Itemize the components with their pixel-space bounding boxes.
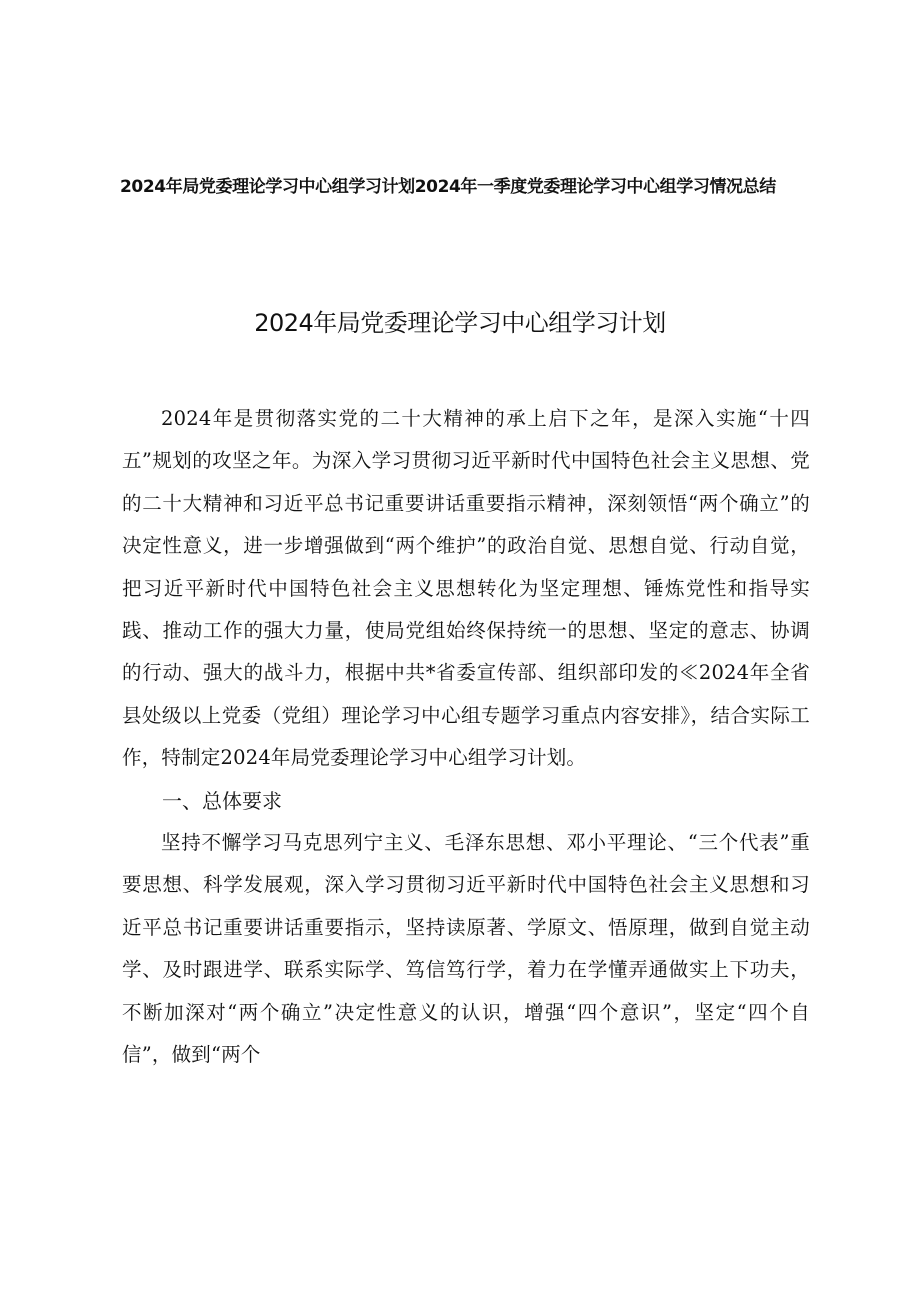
document-body — [122, 398, 810, 1077]
section-heading-overall-requirements: 一、总体要求 — [162, 788, 282, 813]
document-title: 2024年局党委理论学习中心组学习计划 — [254, 309, 666, 337]
document-combined-title: 2024年局党委理论学习中心组学习计划2024年一季度党委理论学习中心组学习情况总结 — [120, 177, 776, 197]
section-paragraph-overall-requirements: 坚持不懈学习马克思列宁主义、毛泽东思想、邓小平理论、“三个代表”重要思想、科学发展观，深入学习贯彻习近平新时代中国特色社会主义思想和习近平总书记重要讲话重要指示，坚持读原著、学原文、悟原理，做到自觉主动学、及时跟进学、联系实际学、笃信笃行学，着力在学懂弄通做实上下功夫，不断加深对“两个确立”决定性意义的认识，增强“四个意识”，坚定“四个自信”，做到“两个 — [122, 831, 810, 1067]
intro-paragraph: 2024年是贯彻落实党的二十大精神的承上启下之年，是深入实施“十四五”规划的攻坚之年。为深入学习贯彻习近平新时代中国特色社会主义思想、党的二十大精神和习近平总书记重要讲话重要指示精神，深刻领悟“两个确立”的决定性意义，进一步增强做到“两个维护”的政治自觉、思想自觉、行动自觉，把习近平新时代中国特色社会主义思想转化为坚定理想、锤炼党性和指导实践、推动工作的强大力量，使局党组始终保持统一的思想、坚定的意志、协调的行动、强大的战斗力，根据中共*省委宣传部、组织部印发的≪2024年全省县处级以上党委（党组）理论学习中心组专题学习重点内容安排》，结合实际工作，特制定2024年局党委理论学习中心组学习计划。 — [122, 407, 810, 770]
